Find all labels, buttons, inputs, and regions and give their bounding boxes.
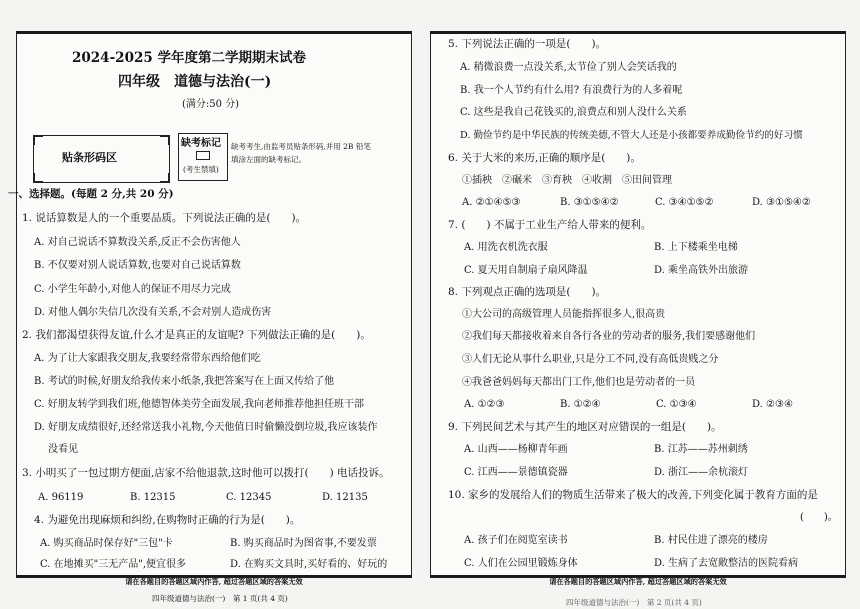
q2-option-a[interactable]: A. 为了让大家跟我交朋友,我要经常带东西给他们吃	[34, 353, 261, 364]
absent-note: (考生禁填)	[183, 165, 219, 174]
q2-option-c[interactable]: C. 好朋友转学到我们班,他德智体美劳全面发展,我向老师推荐他担任班干部	[34, 399, 365, 410]
page-number-right: 四年级道德与法治(一) 第 2 页(共 4 页)	[566, 598, 702, 607]
q9-option-c[interactable]: C. 江西——景德镇瓷器	[464, 467, 568, 478]
q6-stem: 6. 关于大米的来历,正确的顺序是( )。	[448, 152, 641, 164]
q1-option-d[interactable]: D. 对他人偶尔失信几次没有关系,不会对别人造成伤害	[34, 307, 272, 318]
exam-subtitle: 四年级 道德与法治(一)	[118, 74, 272, 90]
q3-option-d[interactable]: D. 12135	[322, 492, 368, 503]
section-heading: 一、选择题。(每题 2 分,共 20 分)	[8, 188, 174, 200]
q6-option-c[interactable]: C. ③④①⑤②	[655, 197, 714, 208]
q10-stem: 10. 家乡的发展给人们的物质生活带来了极大的改善,下列变化属于教育方面的是	[448, 489, 818, 501]
q7-option-c[interactable]: C. 夏天用自制扇子扇风降温	[464, 265, 588, 276]
footer-note-right: 请在各题目的答题区域内作答, 超过答题区域的答案无效	[549, 577, 727, 586]
exam-title: 2024-2025 学年度第二学期期末试卷	[72, 50, 306, 66]
top-bar-left	[16, 31, 412, 34]
q8-item-3: ③人们无论从事什么职业,只是分工不同,没有高低贵贱之分	[462, 354, 719, 365]
q5-option-d[interactable]: D. 勤俭节约是中华民族的传统美德,不管大人还是小孩都要养成勤俭节约的好习惯	[460, 130, 803, 141]
q10-option-c[interactable]: C. 人们在公园里锻炼身体	[464, 558, 578, 569]
q10-option-a[interactable]: A. 孩子们在阅览室读书	[464, 535, 568, 546]
q1-option-c[interactable]: C. 小学生年龄小,对他人的保证不用尽力完成	[34, 284, 231, 295]
footer-note-left: 请在各题目的答题区域内作答, 超过答题区域的答案无效	[125, 577, 303, 586]
q10-answer-paren: ( )。	[800, 512, 838, 523]
q2-option-b[interactable]: B. 考试的时候,好朋友给我传来小纸条,我把答案写在上面又传给了他	[34, 376, 335, 387]
q8-option-b[interactable]: B. ①②④	[560, 399, 601, 410]
q10-option-b[interactable]: B. 村民住进了漂亮的楼房	[654, 535, 768, 546]
q4-option-d[interactable]: D. 在购买文具时,买好看的、好玩的	[230, 559, 388, 570]
q10-option-d[interactable]: D. 生病了去宽敞整洁的医院看病	[654, 558, 799, 569]
q8-item-4: ④我爸爸妈妈每天都出门工作,他们也是劳动者的一员	[462, 377, 696, 388]
q5-stem: 5. 下列说法正确的一项是( )。	[448, 38, 607, 50]
q4-option-a[interactable]: A. 购买商品时保存好"三包"卡	[40, 538, 173, 549]
q8-stem: 8. 下列观点正确的选项是( )。	[448, 286, 607, 298]
q9-stem: 9. 下列民间艺术与其产生的地区对应错误的一组是( )。	[448, 421, 722, 433]
q1-option-a[interactable]: A. 对自己说话不算数没关系,反正不会伤害他人	[34, 237, 241, 248]
q3-stem: 3. 小明买了一包过期方便面,店家不给他退款,这时他可以拨打( ) 电话投诉。	[22, 467, 390, 479]
q9-option-a[interactable]: A. 山西——杨柳青年画	[464, 444, 568, 455]
q7-option-a[interactable]: A. 用洗衣机洗衣服	[464, 242, 548, 253]
q2-stem: 2. 我们都渴望获得友谊,什么才是真正的友谊呢? 下列做法正确的是( )。	[22, 329, 371, 341]
q7-stem: 7. ( ) 不属于工业生产给人带来的便利。	[448, 219, 652, 231]
page-number-left: 四年级道德与法治(一) 第 1 页(共 4 页)	[152, 594, 288, 603]
q6-option-d[interactable]: D. ③①⑤④②	[752, 197, 811, 208]
q8-option-a[interactable]: A. ①②③	[464, 399, 505, 410]
q3-option-c[interactable]: C. 12345	[226, 492, 272, 503]
q7-option-d[interactable]: D. 乘坐高铁外出旅游	[654, 265, 749, 276]
q7-option-b[interactable]: B. 上下楼乘坐电梯	[654, 242, 738, 253]
barcode-label: 贴条形码区	[62, 151, 117, 164]
q5-option-c[interactable]: C. 这些是我自己花钱买的,浪费点和别人没什么关系	[460, 107, 687, 118]
q4-option-c[interactable]: C. 在地摊买"三无产品",便宜很多	[40, 559, 187, 570]
q1-stem: 1. 说话算数是人的一个重要品质。下列说法正确的是( )。	[22, 212, 307, 224]
absent-checkbox[interactable]	[196, 151, 210, 160]
q3-option-a[interactable]: A. 96119	[38, 492, 84, 503]
absent-instruction-2: 填涂左面的缺考标记。	[231, 155, 306, 164]
q3-option-b[interactable]: B. 12315	[130, 492, 176, 503]
q5-option-a[interactable]: A. 稍微浪费一点没关系,太节俭了别人会笑话我的	[460, 62, 677, 73]
q8-item-1: ①大公司的高级管理人员能指挥很多人,很高贵	[462, 309, 666, 320]
q9-option-d[interactable]: D. 浙江——余杭滚灯	[654, 467, 749, 478]
q2-option-d[interactable]: D. 好朋友成绩很好,还经常送我小礼物,今天他值日时偷懒没倒垃圾,我应该装作	[34, 422, 378, 433]
q9-option-b[interactable]: B. 江苏——苏州刺绣	[654, 444, 748, 455]
q6-option-a[interactable]: A. ②①④⑤③	[462, 197, 521, 208]
top-bar-right	[430, 31, 846, 34]
absent-label: 缺考标记	[181, 138, 221, 149]
absent-instruction-1: 缺考考生,由监考员贴条形码,并用 2B 铅笔	[231, 142, 371, 151]
q4-stem: 4. 为避免出现麻烦和纠纷,在购物时正确的行为是( )。	[34, 514, 301, 526]
q8-option-d[interactable]: D. ②③④	[752, 399, 793, 410]
q8-item-2: ②我们每天都接收着来自各行各业的劳动者的服务,我们要感谢他们	[462, 331, 756, 342]
q6-option-b[interactable]: B. ③①⑤④②	[560, 197, 619, 208]
q2-option-d-cont: 没看见	[48, 444, 78, 455]
q5-option-b[interactable]: B. 我一个人节约有什么用? 有浪费行为的人多着呢	[460, 85, 683, 96]
q4-option-b[interactable]: B. 购买商品时为图省事,不要发票	[230, 538, 377, 549]
exam-score: (满分:50 分)	[182, 99, 240, 110]
q1-option-b[interactable]: B. 不仅要对别人说话算数,也要对自己说话算数	[34, 260, 241, 271]
q6-items: ①插秧 ②碾米 ③育秧 ④收割 ⑤田间管理	[462, 175, 672, 186]
q8-option-c[interactable]: C. ①③④	[656, 399, 697, 410]
